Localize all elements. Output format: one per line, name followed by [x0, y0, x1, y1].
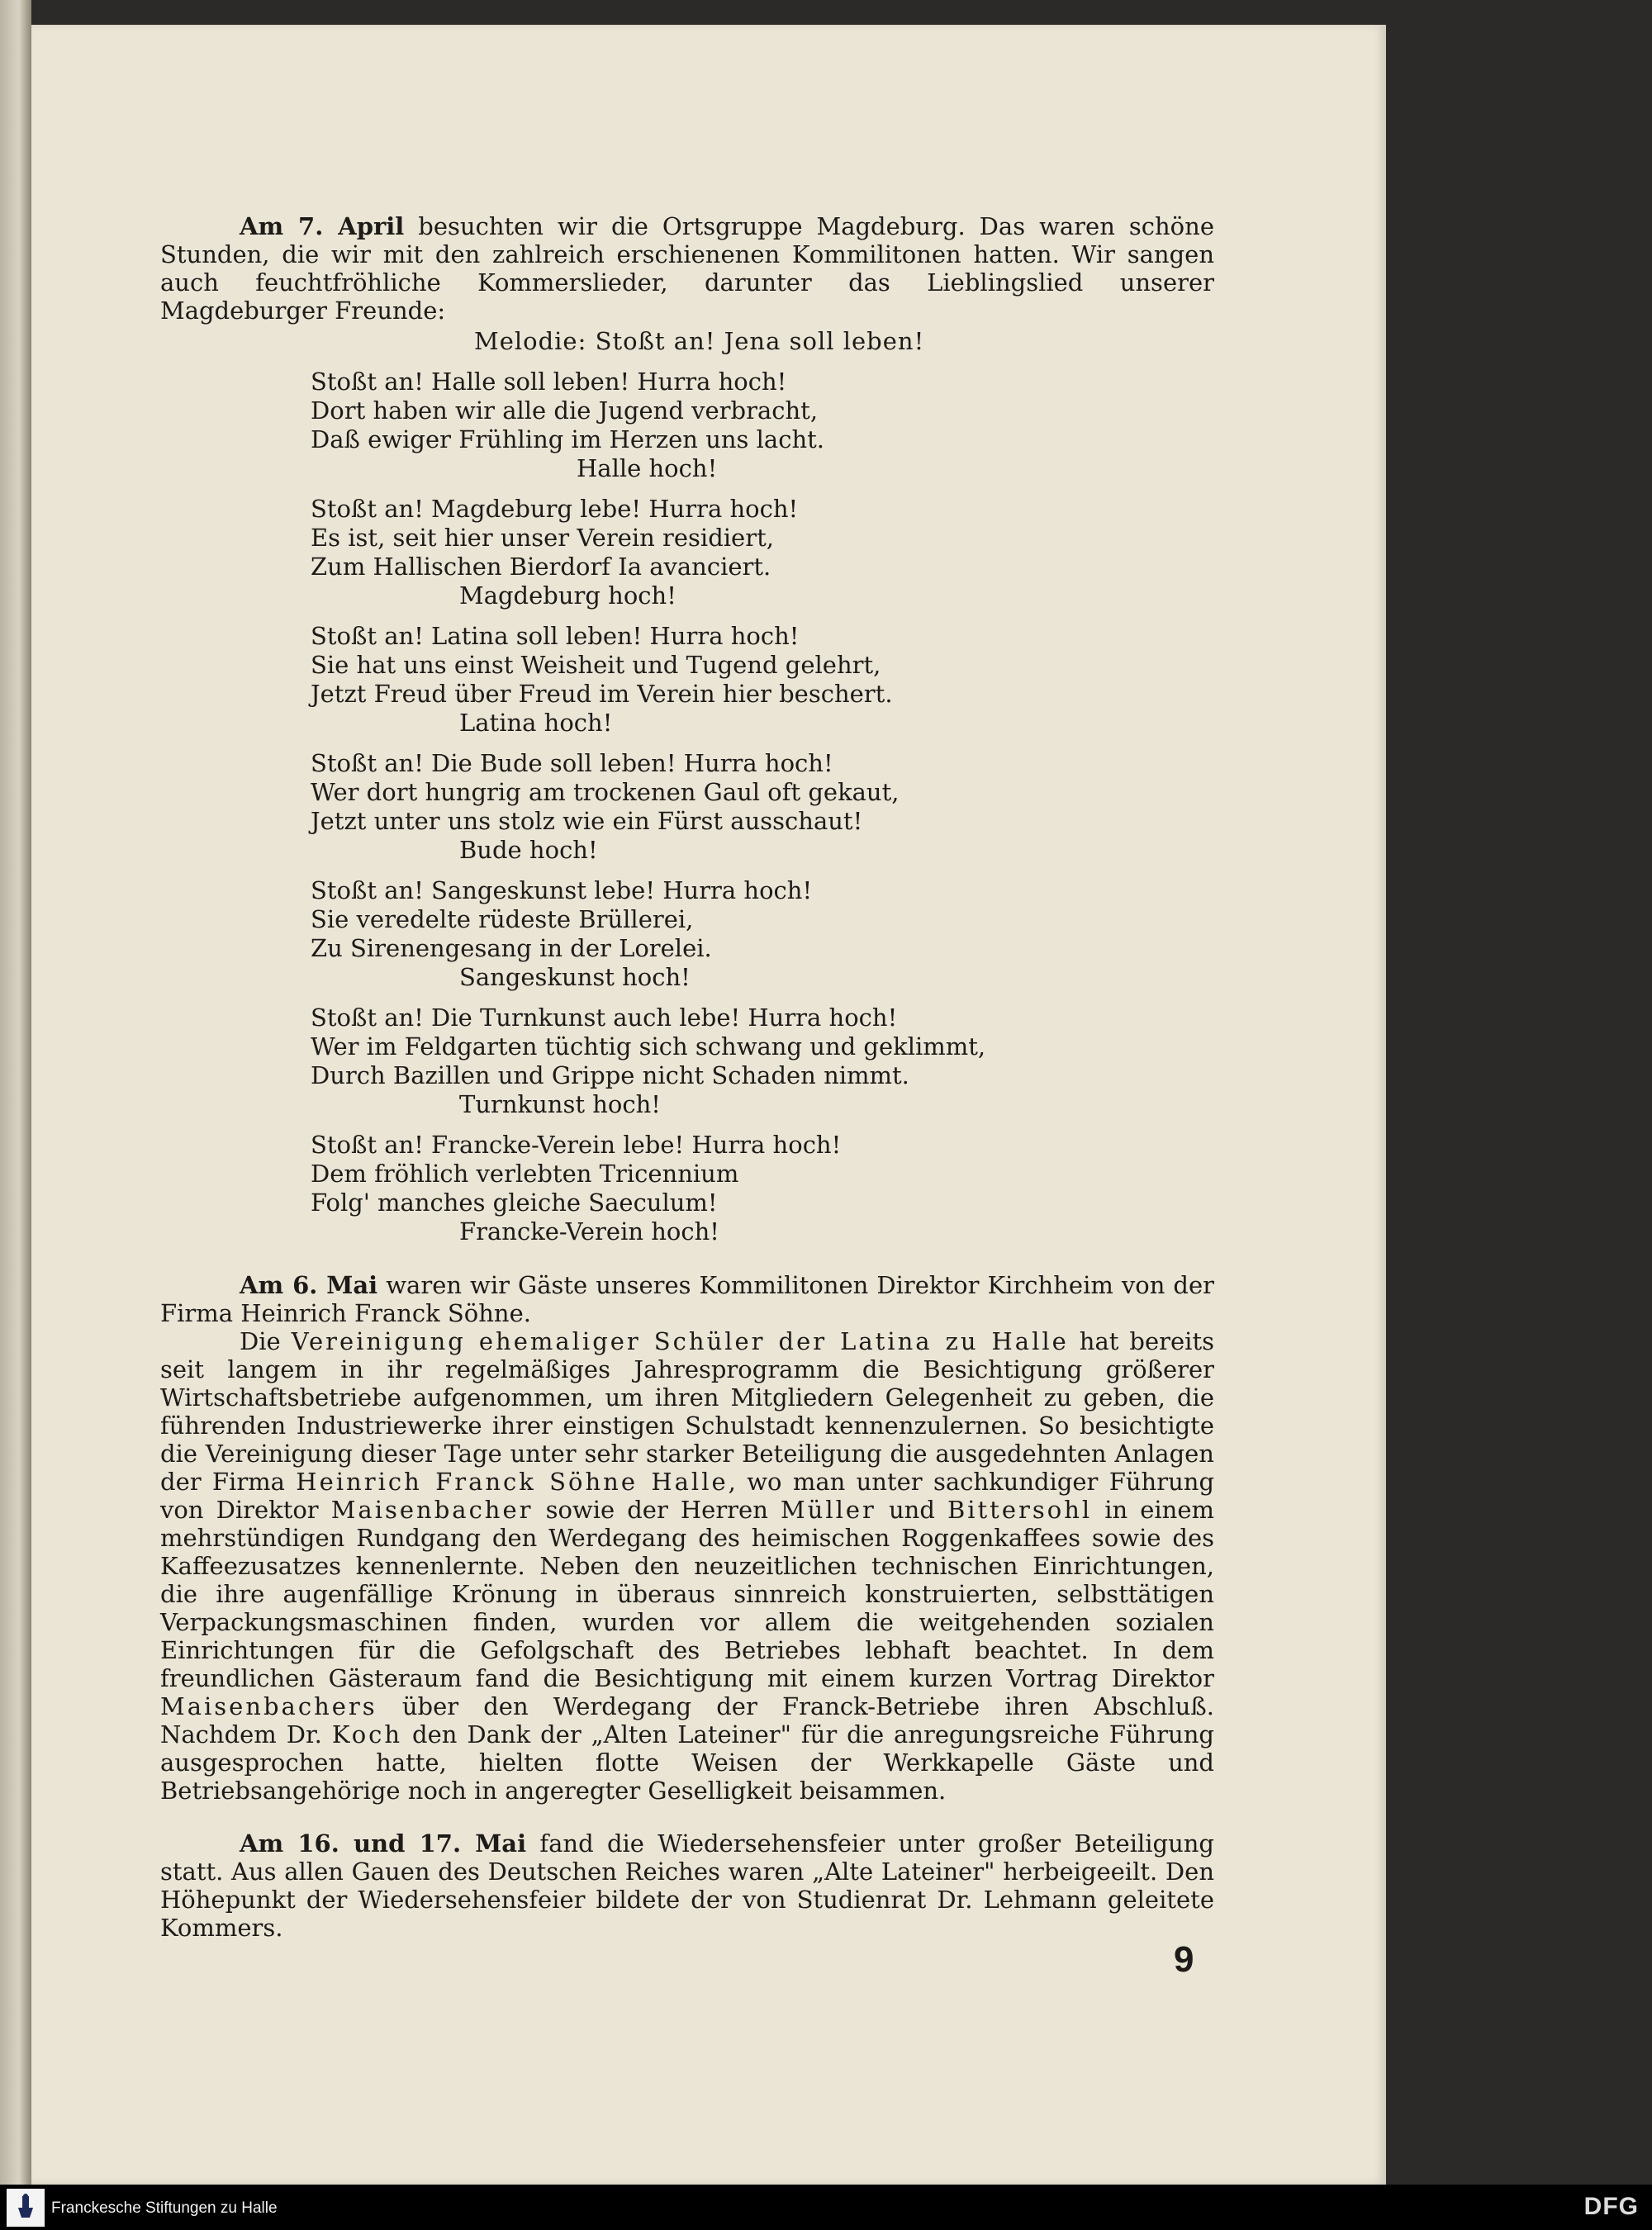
- paragraph-may-6: [160, 1271, 1214, 1327]
- stanza-refrain: Latina hoch!: [459, 709, 613, 737]
- stanza-line: Wer im Feldgarten tüchtig sich schwang und geklimmt,: [311, 1032, 986, 1060]
- stanza-refrain: Sangeskunst hoch!: [459, 963, 691, 991]
- spaced-text: Bittersohl: [947, 1496, 1093, 1524]
- institution-name[interactable]: Franckesche Stiftungen zu Halle: [51, 2199, 278, 2217]
- text-run: und: [876, 1496, 947, 1524]
- stanza-line: Stoßt an! Latina soll leben! Hurra hoch!: [311, 622, 800, 650]
- scanned-page: [31, 25, 1386, 2185]
- stanza-line: Stoßt an! Halle soll leben! Hurra hoch!: [311, 368, 787, 396]
- book-spine-edge: [0, 0, 31, 2185]
- song-stanza: [311, 1004, 1214, 1119]
- dfg-logo: DFG: [1583, 2193, 1639, 2220]
- spaced-text: Vereinigung ehemaliger Schüler der Latina zu Halle: [291, 1327, 1069, 1355]
- melody-line: Melodie: Stoßt an! Jena soll leben!: [474, 327, 925, 355]
- song-stanza: [311, 876, 1214, 992]
- text-run: den Dank der „Alten Lateiner" für die anregungsreiche Führung ausgesprochen hatte, hielten flotte Weisen der Werkkapelle Gäste und Betriebsangehörige noch in angeregter Geselligkeit beisammen.: [160, 1720, 1214, 1805]
- song-stanza: [311, 749, 1214, 865]
- institution-logo-icon[interactable]: [7, 2189, 45, 2227]
- text-run: über den Werdegang der Franck-Betriebe ihren Abschluß. Nachdem Dr.: [160, 1692, 1214, 1748]
- stanza-line: Daß ewiger Frühling im Herzen uns lacht.: [311, 425, 824, 453]
- date-heading: Am 16. und 17. Mai: [240, 1829, 527, 1858]
- text-run: in einem mehrstündigen Rundgang den Werdegang des heimischen Roggenkaffees sowie des Kaffeezusatzes kennenlernte. Neben den neuzeitlichen technischen Einrichtungen, die ihre augenfällige Krönung in überaus sinnreich konstruierten, selbsttätigen Verpackungsmaschinen finden, wurden vor allem die weitgehenden sozialen Einrichtungen für die Gefolgschaft des Betriebes lebhaft beachtet. In dem freundlichen Gästeraum fand die Besichtigung mit einem kurzen Vortrag Direktor: [160, 1496, 1214, 1692]
- paragraph-text: fand die Wiedersehensfeier unter großer Beteiligung statt. Aus allen Gauen des Deutschen Reiches waren „Alte Lateiner" herbeigeeilt. Den Höhepunkt der Wiedersehensfeier bildete der von Studienrat Dr. Lehmann geleitete Kommers.: [160, 1829, 1214, 1942]
- stanza-refrain: Bude hoch!: [459, 836, 598, 864]
- stanza-line: Folg' manches gleiche Saeculum!: [311, 1189, 718, 1217]
- stanza-line: Sie veredelte rüdeste Brüllerei,: [311, 905, 694, 933]
- stanza-line: Stoßt an! Die Turnkunst auch lebe! Hurra hoch!: [311, 1004, 898, 1032]
- song-stanza: [311, 1131, 1214, 1246]
- song-stanza: [311, 622, 1214, 738]
- spaced-text: Maisenbacher: [330, 1496, 534, 1524]
- spaced-text: Koch: [331, 1720, 403, 1748]
- stanza-line: Dort haben wir alle die Jugend verbracht,: [311, 396, 819, 425]
- stanza-refrain: Francke-Verein hoch!: [459, 1217, 719, 1245]
- stanza-line: Dem fröhlich verlebten Tricennium: [311, 1160, 739, 1188]
- stanza-line: Stoßt an! Sangeskunst lebe! Hurra hoch!: [311, 876, 813, 904]
- date-heading: Am 7. April: [240, 212, 405, 240]
- stanza-refrain: Halle hoch!: [577, 454, 718, 482]
- stanza-refrain: Turnkunst hoch!: [459, 1090, 661, 1118]
- stanza-line: Durch Bazillen und Grippe nicht Schaden nimmt.: [311, 1061, 909, 1089]
- stanza-line: Sie hat uns einst Weisheit und Tugend gelehrt,: [311, 651, 881, 679]
- stanza-line: Stoßt an! Magdeburg lebe! Hurra hoch!: [311, 495, 799, 523]
- text-run: , wo man unter sachkundiger Führung von Direktor: [160, 1468, 1215, 1524]
- song: [311, 326, 1214, 1246]
- spaced-text: Müller: [780, 1496, 876, 1524]
- stanza-line: Zu Sirenengesang in der Lorelei.: [311, 934, 712, 962]
- spaced-text: Heinrich Franck Söhne Halle: [296, 1468, 729, 1496]
- date-heading: Am 6. Mai: [240, 1271, 378, 1299]
- paragraph-text: besuchten wir die Ortsgruppe Magdeburg. Das waren schöne Stunden, die wir mit den zahlreich erschienenen Kommilitonen hatten. Wir sangen auch feuchtfröhliche Kommerslieder, darunter das Lieblingslied unserer Magdeburger Freunde:: [160, 212, 1214, 325]
- text-run: Die: [240, 1327, 292, 1355]
- stanza-line: Stoßt an! Francke-Verein lebe! Hurra hoch!: [311, 1131, 842, 1159]
- paragraph-may-16: [160, 1829, 1214, 1942]
- page-number: 9: [1174, 1939, 1194, 1980]
- page-content: [160, 212, 1214, 1942]
- stanza-refrain: Magdeburg hoch!: [459, 581, 676, 610]
- text-run: sowie der Herren: [533, 1496, 781, 1524]
- stanza-line: Wer dort hungrig am trockenen Gaul oft gekaut,: [311, 778, 900, 806]
- stanza-line: Zum Hallischen Bierdorf Ia avanciert.: [311, 553, 771, 581]
- song-stanza: [311, 368, 1214, 483]
- stanza-line: Jetzt Freud über Freud im Verein hier beschert.: [311, 680, 893, 708]
- paragraph-text: waren wir Gäste unseres Kommilitonen Direktor Kirchheim von der Firma Heinrich Franck Söhne.: [160, 1271, 1215, 1327]
- spaced-text: Maisenbachers: [160, 1692, 377, 1720]
- paragraph-visit: [160, 1327, 1214, 1805]
- stanza-line: Es ist, seit hier unser Verein residiert,: [311, 524, 774, 552]
- stanza-list: [311, 368, 1214, 1246]
- text-run: hat bereits seit langem in ihr regelmäßiges Jahresprogramm die Besichtigung größerer Wirtschaftsbetriebe aufgenommen, um ihren Mitgliedern Gelegenheit zu geben, die führenden Industriewerke ihrer einstigen Schulstadt kennenzulernen. So besichtigte die Vereinigung dieser Tage unter sehr starker Beteiligung die ausgedehnten Anlagen der Firma: [160, 1327, 1214, 1496]
- stanza-line: Stoßt an! Die Bude soll leben! Hurra hoch!: [311, 749, 833, 777]
- paragraph-april: [160, 212, 1214, 325]
- song-stanza: [311, 495, 1214, 610]
- stanza-line: Jetzt unter uns stolz wie ein Fürst ausschaut!: [311, 807, 863, 835]
